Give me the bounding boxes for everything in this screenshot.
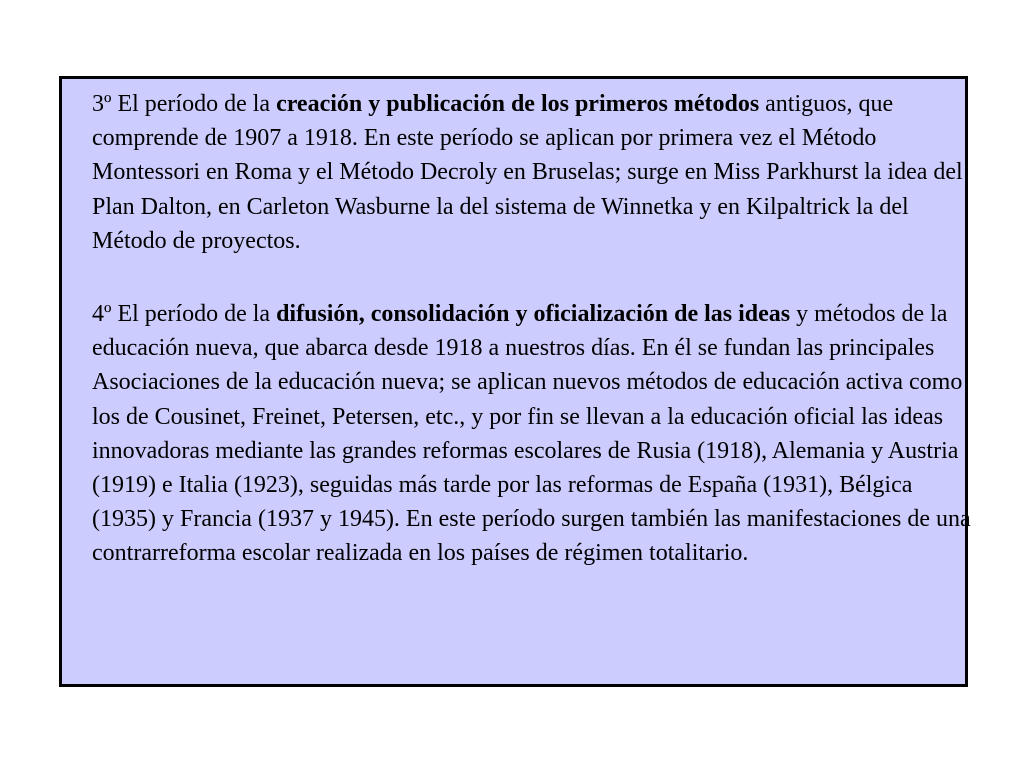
paragraph-highlight: difusión, consolidación y oficialización de las ideas — [276, 301, 791, 327]
paragraph-body: antiguos, que comprende de 1907 a 1918. En este período se aplican por primera vez el Método Montessori en Roma y el Método Decroly en Bruselas; surge en Miss Parkhurst la idea del Plan Dalton, en Carleton Wasburne la del sistema de Winnetka y en Kilpaltrick la del Método de proyectos. — [92, 91, 963, 254]
paragraph-body: y métodos de la educación nueva, que abarca desde 1918 a nuestros días. En él se fundan las principales Asociaciones de la educación nueva; se aplican nuevos métodos de educación activa como los de Cousinet, Freinet, Petersen, etc., y por fin se llevan a la educación oficial las ideas innovadoras mediante las grandes reformas escolares de Rusia (1918), Alemania y Austria (1919) e Italia (1923), seguidas más tarde por las reformas de España (1931), Bélgica (1935) y Francia (1937 y 1945). En este período surgen también las manifestaciones de una contrarreforma escolar realizada en los países de régimen totalitario. — [92, 301, 971, 567]
paragraph-lead: 4º El período de la — [92, 301, 277, 327]
paragraph-period-4 — [92, 297, 972, 571]
paragraph-highlight: creación y publicación de los primeros métodos — [276, 91, 760, 117]
paragraph-lead: 3º El período de la — [92, 91, 277, 117]
text-box — [59, 76, 971, 687]
paragraph-period-3 — [92, 87, 972, 258]
